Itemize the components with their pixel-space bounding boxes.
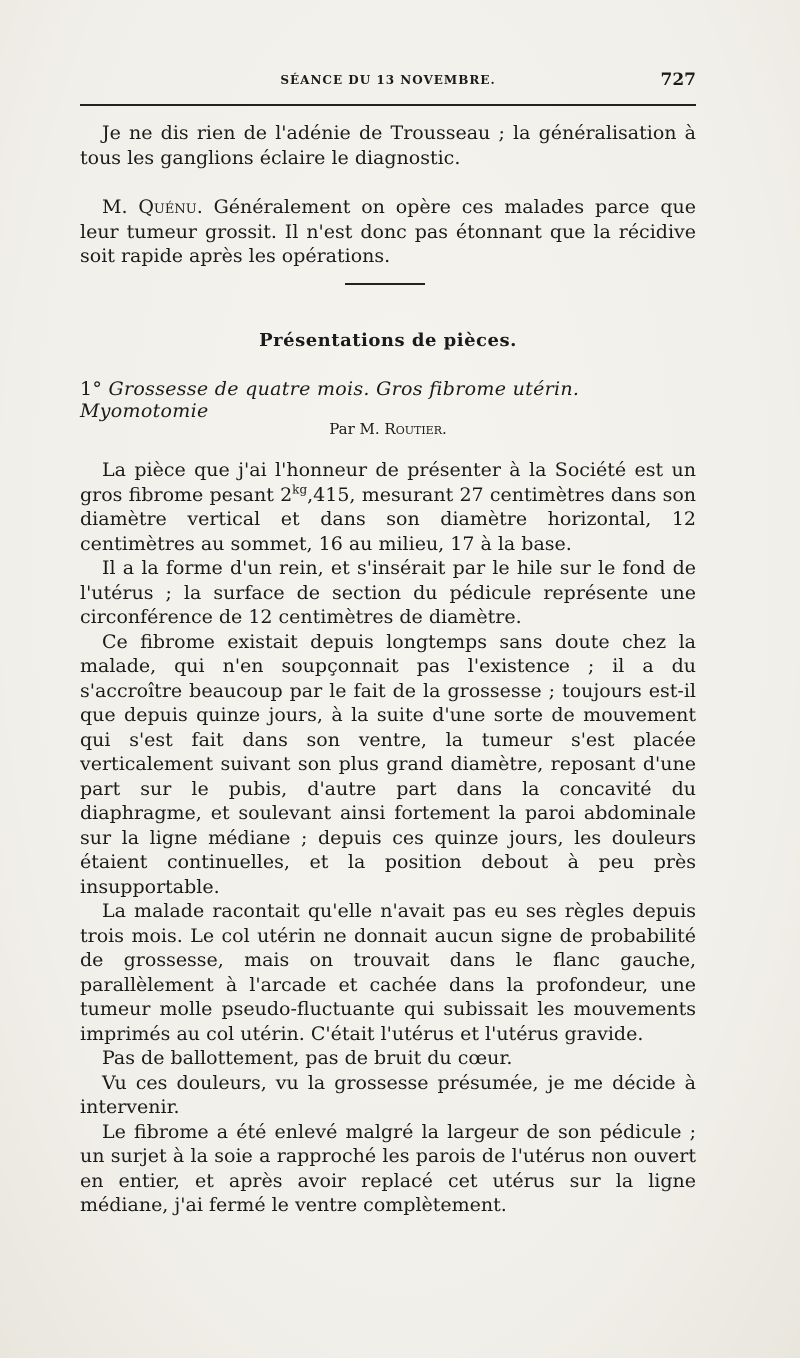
article-title [80, 378, 696, 422]
article-body [80, 458, 696, 1218]
section-heading: Présentations de pièces. [259, 330, 517, 351]
discussion-paragraph-1: Je ne dis rien de l'adénie de Trousseau ; la généralisation à tous les ganglions éclaire le diagnostic. [80, 122, 696, 169]
speaker-text: Généralement on opère ces malades parce que leur tumeur grossit. Il n'est donc pas étonnant que la récidive soit rapide après les opérations. [80, 196, 696, 267]
header-rule [80, 104, 696, 106]
running-title: SÉANCE DU 13 NOVEMBRE. [280, 73, 496, 87]
author-name: Routier. [384, 420, 447, 438]
body-paragraph-4: La malade racontait qu'elle n'avait pas eu ses règles depuis trois mois. Le col utérin ne donnait aucun signe de probabilité de grossesse, mais on trouvait dans le flanc gauche, parallèlement à l'arcade et cachée dans la profondeur, une tumeur molle pseudo-fluctuante qui subissait les mouvements imprimés au col utérin. C'était l'utérus et l'utérus gravide. [80, 900, 696, 1045]
discussion-paragraph-2 [80, 195, 696, 269]
body-paragraph-6: Vu ces douleurs, vu la grossesse présumée, je me décide à intervenir. [80, 1071, 696, 1118]
author-prefix: Par M. [329, 420, 380, 438]
body-paragraph-1-b: ,415, mesurant 27 centimètres dans son diamètre vertical et dans son diamètre horizontal, 12 centimètres au sommet, 16 au milieu, 17 à la base. [80, 483, 696, 555]
page-header [80, 70, 696, 95]
body-paragraph-1-a: La pièce que j'ai l'honneur de présenter à la Société est un gros fibrome pesant 2 [80, 459, 696, 506]
discussion-block [80, 121, 696, 170]
body-paragraph-3: Ce fibrome existait depuis longtemps sans doute chez la malade, qui n'en soupçonnait pas l'existence ; il a du s'accroître beaucoup par le fait de la grossesse ; toujours est-il que depuis quinze jours, à la suite d'une sorte de mouvement qui s'est fait dans son ventre, la tumeur s'est placée verticalement suivant son plus grand diamètre, reposant d'une part sur le pubis, d'autre part dans la concavité du diaphragme, et soulevant ainsi fortement la paroi abdominale sur la ligne médiane ; depuis ces quinze jours, les douleurs étaient continuelles, et la position debout à peu près insupportable. [80, 630, 696, 898]
body-paragraph-1 [80, 458, 696, 556]
body-paragraph-7: Le fibrome a été enlevé malgré la largeur de son pédicule ; un surjet à la soie a rapproché les parois de l'utérus non ouvert en entier, et après avoir replacé cet utérus sur la ligne médiane, j'ai fermé le ventre complètement. [80, 1120, 696, 1216]
article-title-text: Grossesse de quatre mois. Gros fibrome utérin. Myomotomie [80, 378, 580, 422]
body-paragraph-2: Il a la forme d'un rein, et s'insérait par le hile sur le fond de l'utérus ; la surface de section du pédicule représente une circonférence de 12 centimètres de diamètre. [80, 557, 696, 628]
page-number: 727 [660, 70, 696, 90]
article-number: 1° [80, 378, 103, 400]
body-paragraph-5: Pas de ballottement, pas de bruit du cœur. [102, 1047, 513, 1069]
author-line [80, 420, 696, 438]
quenu-remark [80, 195, 696, 269]
weight-unit: kg [292, 482, 308, 497]
speaker-name: M. Quénu. [102, 196, 203, 218]
section-divider [345, 283, 425, 285]
